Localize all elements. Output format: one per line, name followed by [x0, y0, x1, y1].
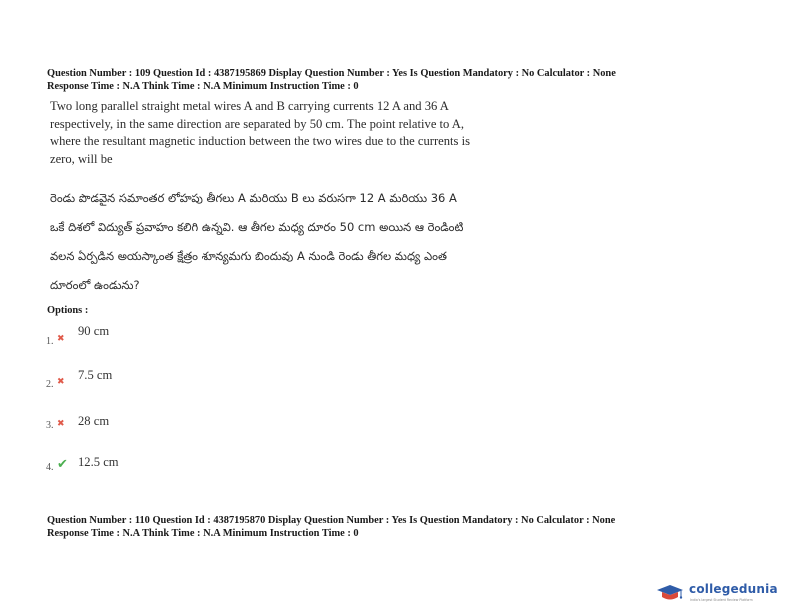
question-text-telugu: [50, 184, 590, 300]
question-text-english: [50, 98, 590, 168]
brand-name: collegedunia: [689, 582, 778, 596]
question-meta-line-1: Question Number : 109 Question Id : 4387195869 Display Question Number : Yes Is Question Mandatory : No Calculator : None: [47, 68, 616, 79]
cross-icon: ✖: [57, 334, 65, 344]
question-meta-line-1: Question Number : 110 Question Id : 4387195870 Display Question Number : Yes Is Question Mandatory : No Calculator : None: [47, 515, 616, 526]
option-3: [46, 414, 246, 444]
option-text: 28 cm: [78, 414, 110, 428]
check-icon: ✔: [57, 457, 68, 472]
question-meta-line-2: Response Time : N.A Think Time : N.A Minimum Instruction Time : 0: [47, 528, 359, 539]
cross-icon: ✖: [57, 419, 65, 429]
english-line: Two long parallel straight metal wires A and B carrying currents 12 A and 36 A: [50, 99, 449, 113]
collegedunia-logo: [653, 580, 792, 608]
option-4: [46, 455, 246, 485]
option-text: 90 cm: [78, 324, 110, 338]
brand-tagline: India's largest Student Review Platform: [690, 598, 753, 602]
option-text: 12.5 cm: [78, 455, 119, 469]
option-text: 7.5 cm: [78, 368, 113, 382]
option-number: 2.: [46, 379, 54, 390]
english-line: zero, will be: [50, 151, 113, 166]
option-number: 4.: [46, 462, 54, 473]
option-number: 1.: [46, 336, 54, 347]
question-meta-line-2: Response Time : N.A Think Time : N.A Minimum Instruction Time : 0: [47, 81, 359, 92]
telugu-line: ఒకే దిశలో విద్యుత్ ప్రవాహం కలిగి ఉన్నవి. ఆ తీగల మధ్య దూరం 50 cm అయిన ఆ రెండింటి: [50, 220, 464, 234]
cross-icon: ✖: [57, 377, 65, 387]
english-line: respectively, in the same direction are separated by 50 cm. The point relative to A,: [50, 116, 465, 131]
telugu-line: రెండు పొడవైన సమాంతర లోహపు తీగలు A మరియు B లు వరుసగా 12 A మరియు 36 A: [50, 191, 457, 205]
telugu-line: వలన ఏర్పడిన అయస్కాంత క్షేత్రం శూన్యమగు బిందువు A నుండి రెండు తీగల మధ్య ఎంత: [50, 249, 447, 263]
option-1: [46, 324, 246, 354]
english-line: where the resultant magnetic induction between the two wires due to the currents is: [50, 134, 471, 148]
graduation-cap-icon: [656, 584, 684, 604]
option-number: 3.: [46, 420, 54, 431]
telugu-line: దూరంలో ఉండును?: [50, 278, 140, 292]
option-2: [46, 368, 246, 398]
options-label: Options :: [47, 305, 89, 316]
